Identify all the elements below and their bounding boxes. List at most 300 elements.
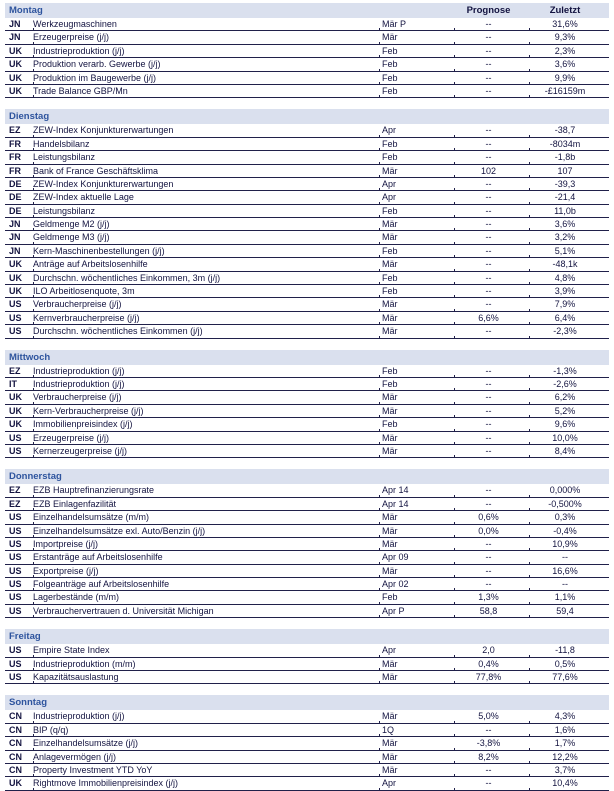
calendar-section-dienstag [5, 109, 609, 338]
prognose-cell: -- [454, 272, 529, 284]
country-code: UK [9, 272, 22, 283]
zuletzt-cell: -1,8b [529, 151, 609, 163]
prognose-cell: 1,3% [454, 591, 529, 603]
prognose-cell: -- [454, 578, 529, 590]
event-name: Kapazitätsauslastung [33, 671, 379, 683]
event-name: Empire State Index [33, 644, 379, 656]
zuletzt-cell: 1,1% [529, 591, 609, 603]
zuletzt-cell: 9,6% [529, 418, 609, 430]
country-code: UK [9, 392, 22, 403]
zuletzt-cell: -- [529, 551, 609, 563]
country-code: DE [9, 192, 22, 203]
prognose-cell: -- [454, 418, 529, 430]
prognose-cell: -- [454, 565, 529, 577]
zuletzt-cell: 0,5% [529, 658, 609, 670]
event-name: Produktion verarb. Gewerbe (j/j) [33, 58, 379, 70]
period-cell: Mär [379, 165, 454, 177]
period-cell: Mär [379, 764, 454, 776]
period-cell: Mär [379, 525, 454, 537]
prognose-cell: -- [454, 432, 529, 444]
event-name: Industrieproduktion (j/j) [33, 45, 379, 57]
prognose-cell: -- [454, 285, 529, 297]
country-code: UK [9, 259, 22, 270]
country-code: CN [9, 764, 22, 775]
calendar-row [5, 591, 609, 604]
prognose-cell: -- [454, 325, 529, 337]
period-cell: 1Q [379, 724, 454, 736]
zuletzt-cell: 5,1% [529, 245, 609, 257]
period-cell: Feb [379, 138, 454, 150]
country-code: CN [9, 724, 22, 735]
country-code: US [9, 645, 22, 656]
zuletzt-cell: 9,9% [529, 72, 609, 84]
prognose-cell: -- [454, 191, 529, 203]
country-code: FR [9, 165, 21, 176]
period-cell: Mär [379, 538, 454, 550]
period-cell: Apr [379, 124, 454, 136]
event-name: Kernverbraucherpreise (j/j) [33, 312, 379, 324]
prognose-cell: 2,0 [454, 644, 529, 656]
event-name: Industrieproduktion (j/j) [33, 710, 379, 722]
country-code: UK [9, 45, 22, 56]
prognose-cell: -- [454, 258, 529, 270]
prognose-cell: -- [454, 178, 529, 190]
country-code: US [9, 299, 22, 310]
prognose-cell: 0,6% [454, 511, 529, 523]
period-cell: Apr [379, 178, 454, 190]
prognose-cell: -- [454, 391, 529, 403]
prognose-cell: -- [454, 298, 529, 310]
prognose-cell: -- [454, 231, 529, 243]
event-name: Lagerbestände (m/m) [33, 591, 379, 603]
calendar-section-sonntag [5, 695, 609, 790]
period-cell: Apr 02 [379, 578, 454, 590]
prognose-cell: 0,0% [454, 525, 529, 537]
event-name: Durchschn. wöchentliches Einkommen, 3m (j/j) [33, 272, 379, 284]
prognose-cell: -- [454, 445, 529, 457]
country-code: US [9, 538, 22, 549]
prognose-cell: -- [454, 45, 529, 57]
event-name: BIP (q/q) [33, 724, 379, 736]
country-code: FR [9, 152, 21, 163]
calendar-row [5, 710, 609, 723]
period-cell: Mär [379, 751, 454, 763]
country-code: US [9, 658, 22, 669]
prognose-cell: -- [454, 365, 529, 377]
calendar-row [5, 418, 609, 431]
event-name: Property Investment YTD YoY [33, 764, 379, 776]
period-cell: Feb [379, 72, 454, 84]
prognose-cell: -- [454, 151, 529, 163]
country-code: JN [9, 219, 21, 230]
calendar-row [5, 538, 609, 551]
period-cell: Mär [379, 710, 454, 722]
zuletzt-cell: 0,3% [529, 511, 609, 523]
calendar-row [5, 58, 609, 71]
prognose-cell: 8,2% [454, 751, 529, 763]
period-cell: Mär [379, 298, 454, 310]
calendar-row [5, 45, 609, 58]
zuletzt-cell: 5,2% [529, 405, 609, 417]
country-code: US [9, 579, 22, 590]
calendar-row [5, 484, 609, 497]
zuletzt-cell: -0,4% [529, 525, 609, 537]
calendar-row [5, 644, 609, 657]
calendar-row [5, 658, 609, 671]
zuletzt-cell: 10,4% [529, 777, 609, 789]
period-cell: Apr [379, 191, 454, 203]
event-name: ZEW-Index Konjunkturerwartungen [33, 178, 379, 190]
calendar-row [5, 391, 609, 404]
event-name: Trade Balance GBP/Mn [33, 85, 379, 97]
country-code: DE [9, 178, 22, 189]
zuletzt-cell: -11,8 [529, 644, 609, 656]
country-code: JN [9, 32, 21, 43]
day-header-band [5, 469, 609, 484]
zuletzt-cell: 4,8% [529, 272, 609, 284]
event-name: ILO Arbeitlosenquote, 3m [33, 285, 379, 297]
country-code: US [9, 445, 22, 456]
event-name: Handelsbilanz [33, 138, 379, 150]
event-name: Importpreise (j/j) [33, 538, 379, 550]
country-code: UK [9, 72, 22, 83]
event-name: Einzelhandelsumsätze exl. Auto/Benzin (j/j) [33, 525, 379, 537]
period-cell: Feb [379, 418, 454, 430]
country-code: JN [9, 19, 21, 29]
zuletzt-cell: 1,6% [529, 724, 609, 736]
day-header-band [5, 350, 609, 365]
event-name: Kernerzeugerpreise (j/j) [33, 445, 379, 457]
period-cell: Mär [379, 391, 454, 403]
country-code: EZ [9, 485, 21, 496]
country-code: US [9, 512, 22, 523]
period-cell: Feb [379, 245, 454, 257]
calendar-row [5, 312, 609, 325]
prognose-cell: -- [454, 245, 529, 257]
country-code: CN [9, 751, 22, 762]
calendar-row [5, 764, 609, 777]
zuletzt-cell: -48,1k [529, 258, 609, 270]
period-cell: Feb [379, 58, 454, 70]
zuletzt-cell: 31,6% [529, 18, 609, 30]
country-code: UK [9, 286, 22, 297]
event-name: Bank of France Geschäftsklima [33, 165, 379, 177]
prognose-cell: -- [454, 31, 529, 43]
event-name: Leistungsbilanz [33, 205, 379, 217]
prognose-cell: -- [454, 538, 529, 550]
calendar-row [5, 178, 609, 191]
period-cell: Feb [379, 285, 454, 297]
zuletzt-cell: 3,2% [529, 231, 609, 243]
period-cell: Apr 14 [379, 498, 454, 510]
event-name: Folgeanträge auf Arbeitslosenhilfe [33, 578, 379, 590]
country-code: UK [9, 405, 22, 416]
period-cell: Mär [379, 218, 454, 230]
zuletzt-cell: -0,500% [529, 498, 609, 510]
zuletzt-cell: 4,3% [529, 710, 609, 722]
calendar-row [5, 405, 609, 418]
calendar-row [5, 85, 609, 98]
calendar-row [5, 365, 609, 378]
period-cell: Mär [379, 511, 454, 523]
calendar-row [5, 272, 609, 285]
event-name: Erzeugerpreise (j/j) [33, 432, 379, 444]
zuletzt-cell: 11,0b [529, 205, 609, 217]
period-cell: Feb [379, 85, 454, 97]
country-code: EZ [9, 365, 21, 376]
event-name: Verbraucherpreise (j/j) [33, 298, 379, 310]
prognose-cell: -- [454, 205, 529, 217]
zuletzt-cell: 77,6% [529, 671, 609, 683]
period-cell: Feb [379, 205, 454, 217]
period-cell: Feb [379, 45, 454, 57]
country-code: US [9, 432, 22, 443]
calendar-section-mittwoch [5, 350, 609, 459]
period-cell: Mär [379, 258, 454, 270]
event-name: Industrieproduktion (j/j) [33, 365, 379, 377]
period-cell: Mär [379, 432, 454, 444]
day-label: Mittwoch [9, 351, 51, 363]
country-code: IT [9, 378, 17, 389]
event-name: Rightmove Immobilienpreisindex (j/j) [33, 777, 379, 789]
country-code: US [9, 605, 22, 616]
calendar-row [5, 72, 609, 85]
calendar-row [5, 445, 609, 458]
event-name: ZEW-Index Konjunkturerwartungen [33, 124, 379, 136]
country-code: JN [9, 232, 21, 243]
country-code: UK [9, 419, 22, 430]
event-name: Durchschn. wöchentliches Einkommen (j/j) [33, 325, 379, 337]
calendar-row [5, 218, 609, 231]
calendar-row [5, 285, 609, 298]
day-label: Dienstag [9, 111, 50, 123]
zuletzt-cell: -8034m [529, 138, 609, 150]
calendar-row [5, 605, 609, 618]
zuletzt-cell: 3,7% [529, 764, 609, 776]
calendar-row [5, 751, 609, 764]
calendar-row [5, 298, 609, 311]
prognose-cell: -- [454, 85, 529, 97]
event-name: Kern-Verbraucherpreise (j/j) [33, 405, 379, 417]
zuletzt-cell: -£16159m [529, 85, 609, 97]
event-name: Geldmenge M3 (j/j) [33, 231, 379, 243]
period-cell: Apr [379, 777, 454, 789]
zuletzt-cell: 8,4% [529, 445, 609, 457]
country-code: EZ [9, 498, 21, 509]
period-cell: Mär P [379, 18, 454, 30]
column-header-prognose: Prognose [466, 5, 511, 16]
event-name: Produktion im Baugewerbe (j/j) [33, 72, 379, 84]
prognose-cell: -- [454, 551, 529, 563]
period-cell: Feb [379, 591, 454, 603]
prognose-cell: -- [454, 378, 529, 390]
prognose-cell: 5,0% [454, 710, 529, 722]
zuletzt-cell: 1,7% [529, 737, 609, 749]
prognose-cell: -- [454, 124, 529, 136]
period-cell: Feb [379, 378, 454, 390]
prognose-cell: -- [454, 138, 529, 150]
zuletzt-cell: -1,3% [529, 365, 609, 377]
event-name: Erzeugerpreise (j/j) [33, 31, 379, 43]
period-cell: Mär [379, 325, 454, 337]
period-cell: Apr 14 [379, 484, 454, 496]
zuletzt-cell: -39,3 [529, 178, 609, 190]
calendar-row [5, 245, 609, 258]
zuletzt-cell: -- [529, 578, 609, 590]
zuletzt-cell: 3,6% [529, 218, 609, 230]
calendar-row [5, 578, 609, 591]
zuletzt-cell: 59,4 [529, 605, 609, 617]
calendar-row [5, 258, 609, 271]
zuletzt-cell: 12,2% [529, 751, 609, 763]
zuletzt-cell: -21,4 [529, 191, 609, 203]
event-name: Einzelhandelsumsätze (m/m) [33, 511, 379, 523]
day-header-band [5, 3, 609, 18]
day-label: Sonntag [9, 697, 47, 709]
event-name: EZB Einlagenfazilität [33, 498, 379, 510]
zuletzt-cell: -2,3% [529, 325, 609, 337]
zuletzt-cell: 10,9% [529, 538, 609, 550]
prognose-cell: -- [454, 484, 529, 496]
calendar-row [5, 378, 609, 391]
event-name: Werkzeugmaschinen [33, 18, 379, 30]
period-cell: Mär [379, 312, 454, 324]
event-name: Verbraucherpreise (j/j) [33, 391, 379, 403]
calendar-row [5, 737, 609, 750]
calendar-row [5, 151, 609, 164]
event-name: Anlagevermögen (j/j) [33, 751, 379, 763]
zuletzt-cell: 6,2% [529, 391, 609, 403]
calendar-row [5, 191, 609, 204]
calendar-row [5, 432, 609, 445]
prognose-cell: 77,8% [454, 671, 529, 683]
period-cell: Apr 09 [379, 551, 454, 563]
event-name: Industrieproduktion (m/m) [33, 658, 379, 670]
calendar-row [5, 724, 609, 737]
prognose-cell: -- [454, 724, 529, 736]
calendar-section-montag [5, 3, 609, 98]
column-header-zuletzt: Zuletzt [549, 5, 581, 16]
prognose-cell: 102 [454, 165, 529, 177]
prognose-cell: -- [454, 218, 529, 230]
period-cell: Feb [379, 151, 454, 163]
calendar-row [5, 511, 609, 524]
country-code: EZ [9, 125, 21, 136]
period-cell: Feb [379, 365, 454, 377]
event-name: Erstanträge auf Arbeitslosenhilfe [33, 551, 379, 563]
day-label: Freitag [9, 631, 41, 643]
country-code: US [9, 552, 22, 563]
country-code: US [9, 312, 22, 323]
calendar-row [5, 231, 609, 244]
prognose-cell: -- [454, 58, 529, 70]
calendar-row [5, 551, 609, 564]
country-code: US [9, 672, 22, 683]
prognose-cell: -- [454, 498, 529, 510]
prognose-cell: 0,4% [454, 658, 529, 670]
calendar-row [5, 525, 609, 538]
zuletzt-cell: 9,3% [529, 31, 609, 43]
calendar-row [5, 565, 609, 578]
zuletzt-cell: 6,4% [529, 312, 609, 324]
day-label: Montag [9, 5, 43, 16]
event-name: Immobilienpreisindex (j/j) [33, 418, 379, 430]
event-name: Anträge auf Arbeitslosenhilfe [33, 258, 379, 270]
event-name: EZB Hauptrefinanzierungsrate [33, 484, 379, 496]
period-cell: Feb [379, 272, 454, 284]
country-code: CN [9, 711, 22, 722]
calendar-row [5, 671, 609, 684]
country-code: UK [9, 778, 22, 789]
zuletzt-cell: 0,000% [529, 484, 609, 496]
event-name: Leistungsbilanz [33, 151, 379, 163]
country-code: DE [9, 205, 22, 216]
calendar-section-freitag [5, 629, 609, 684]
country-code: US [9, 592, 22, 603]
prognose-cell: -- [454, 72, 529, 84]
zuletzt-cell: 10,0% [529, 432, 609, 444]
event-name: Kern-Maschinenbestellungen (j/j) [33, 245, 379, 257]
country-code: JN [9, 245, 21, 256]
zuletzt-cell: 3,6% [529, 58, 609, 70]
period-cell: Mär [379, 658, 454, 670]
period-cell: Mär [379, 737, 454, 749]
calendar-row [5, 498, 609, 511]
calendar-row [5, 777, 609, 790]
calendar-row [5, 138, 609, 151]
zuletzt-cell: 16,6% [529, 565, 609, 577]
country-code: UK [9, 85, 22, 96]
event-name: Exportpreise (j/j) [33, 565, 379, 577]
period-cell: Mär [379, 405, 454, 417]
zuletzt-cell: 7,9% [529, 298, 609, 310]
day-header-band [5, 629, 609, 644]
period-cell: Mär [379, 231, 454, 243]
period-cell: Mär [379, 445, 454, 457]
calendar-row [5, 205, 609, 218]
day-label: Donnerstag [9, 471, 62, 483]
event-name: ZEW-Index aktuelle Lage [33, 191, 379, 203]
calendar-row [5, 124, 609, 137]
event-name: Geldmenge M2 (j/j) [33, 218, 379, 230]
event-name: Industrieproduktion (j/j) [33, 378, 379, 390]
day-header-band [5, 695, 609, 710]
country-code: UK [9, 59, 22, 70]
period-cell: Mär [379, 31, 454, 43]
calendar-row [5, 165, 609, 178]
zuletzt-cell: 2,3% [529, 45, 609, 57]
calendar-row [5, 31, 609, 44]
prognose-cell: -- [454, 405, 529, 417]
zuletzt-cell: -2,6% [529, 378, 609, 390]
period-cell: Mär [379, 671, 454, 683]
day-header-band [5, 109, 609, 124]
prognose-cell: -- [454, 777, 529, 789]
period-cell: Apr P [379, 605, 454, 617]
calendar-row [5, 325, 609, 338]
event-name: Einzelhandelsumsätze (j/j) [33, 737, 379, 749]
calendar-row [5, 18, 609, 31]
zuletzt-cell: 3,9% [529, 285, 609, 297]
zuletzt-cell: -38,7 [529, 124, 609, 136]
country-code: US [9, 565, 22, 576]
period-cell: Apr [379, 644, 454, 656]
country-code: US [9, 326, 22, 337]
country-code: US [9, 525, 22, 536]
prognose-cell: -- [454, 764, 529, 776]
prognose-cell: 6,6% [454, 312, 529, 324]
prognose-cell: -3,8% [454, 737, 529, 749]
